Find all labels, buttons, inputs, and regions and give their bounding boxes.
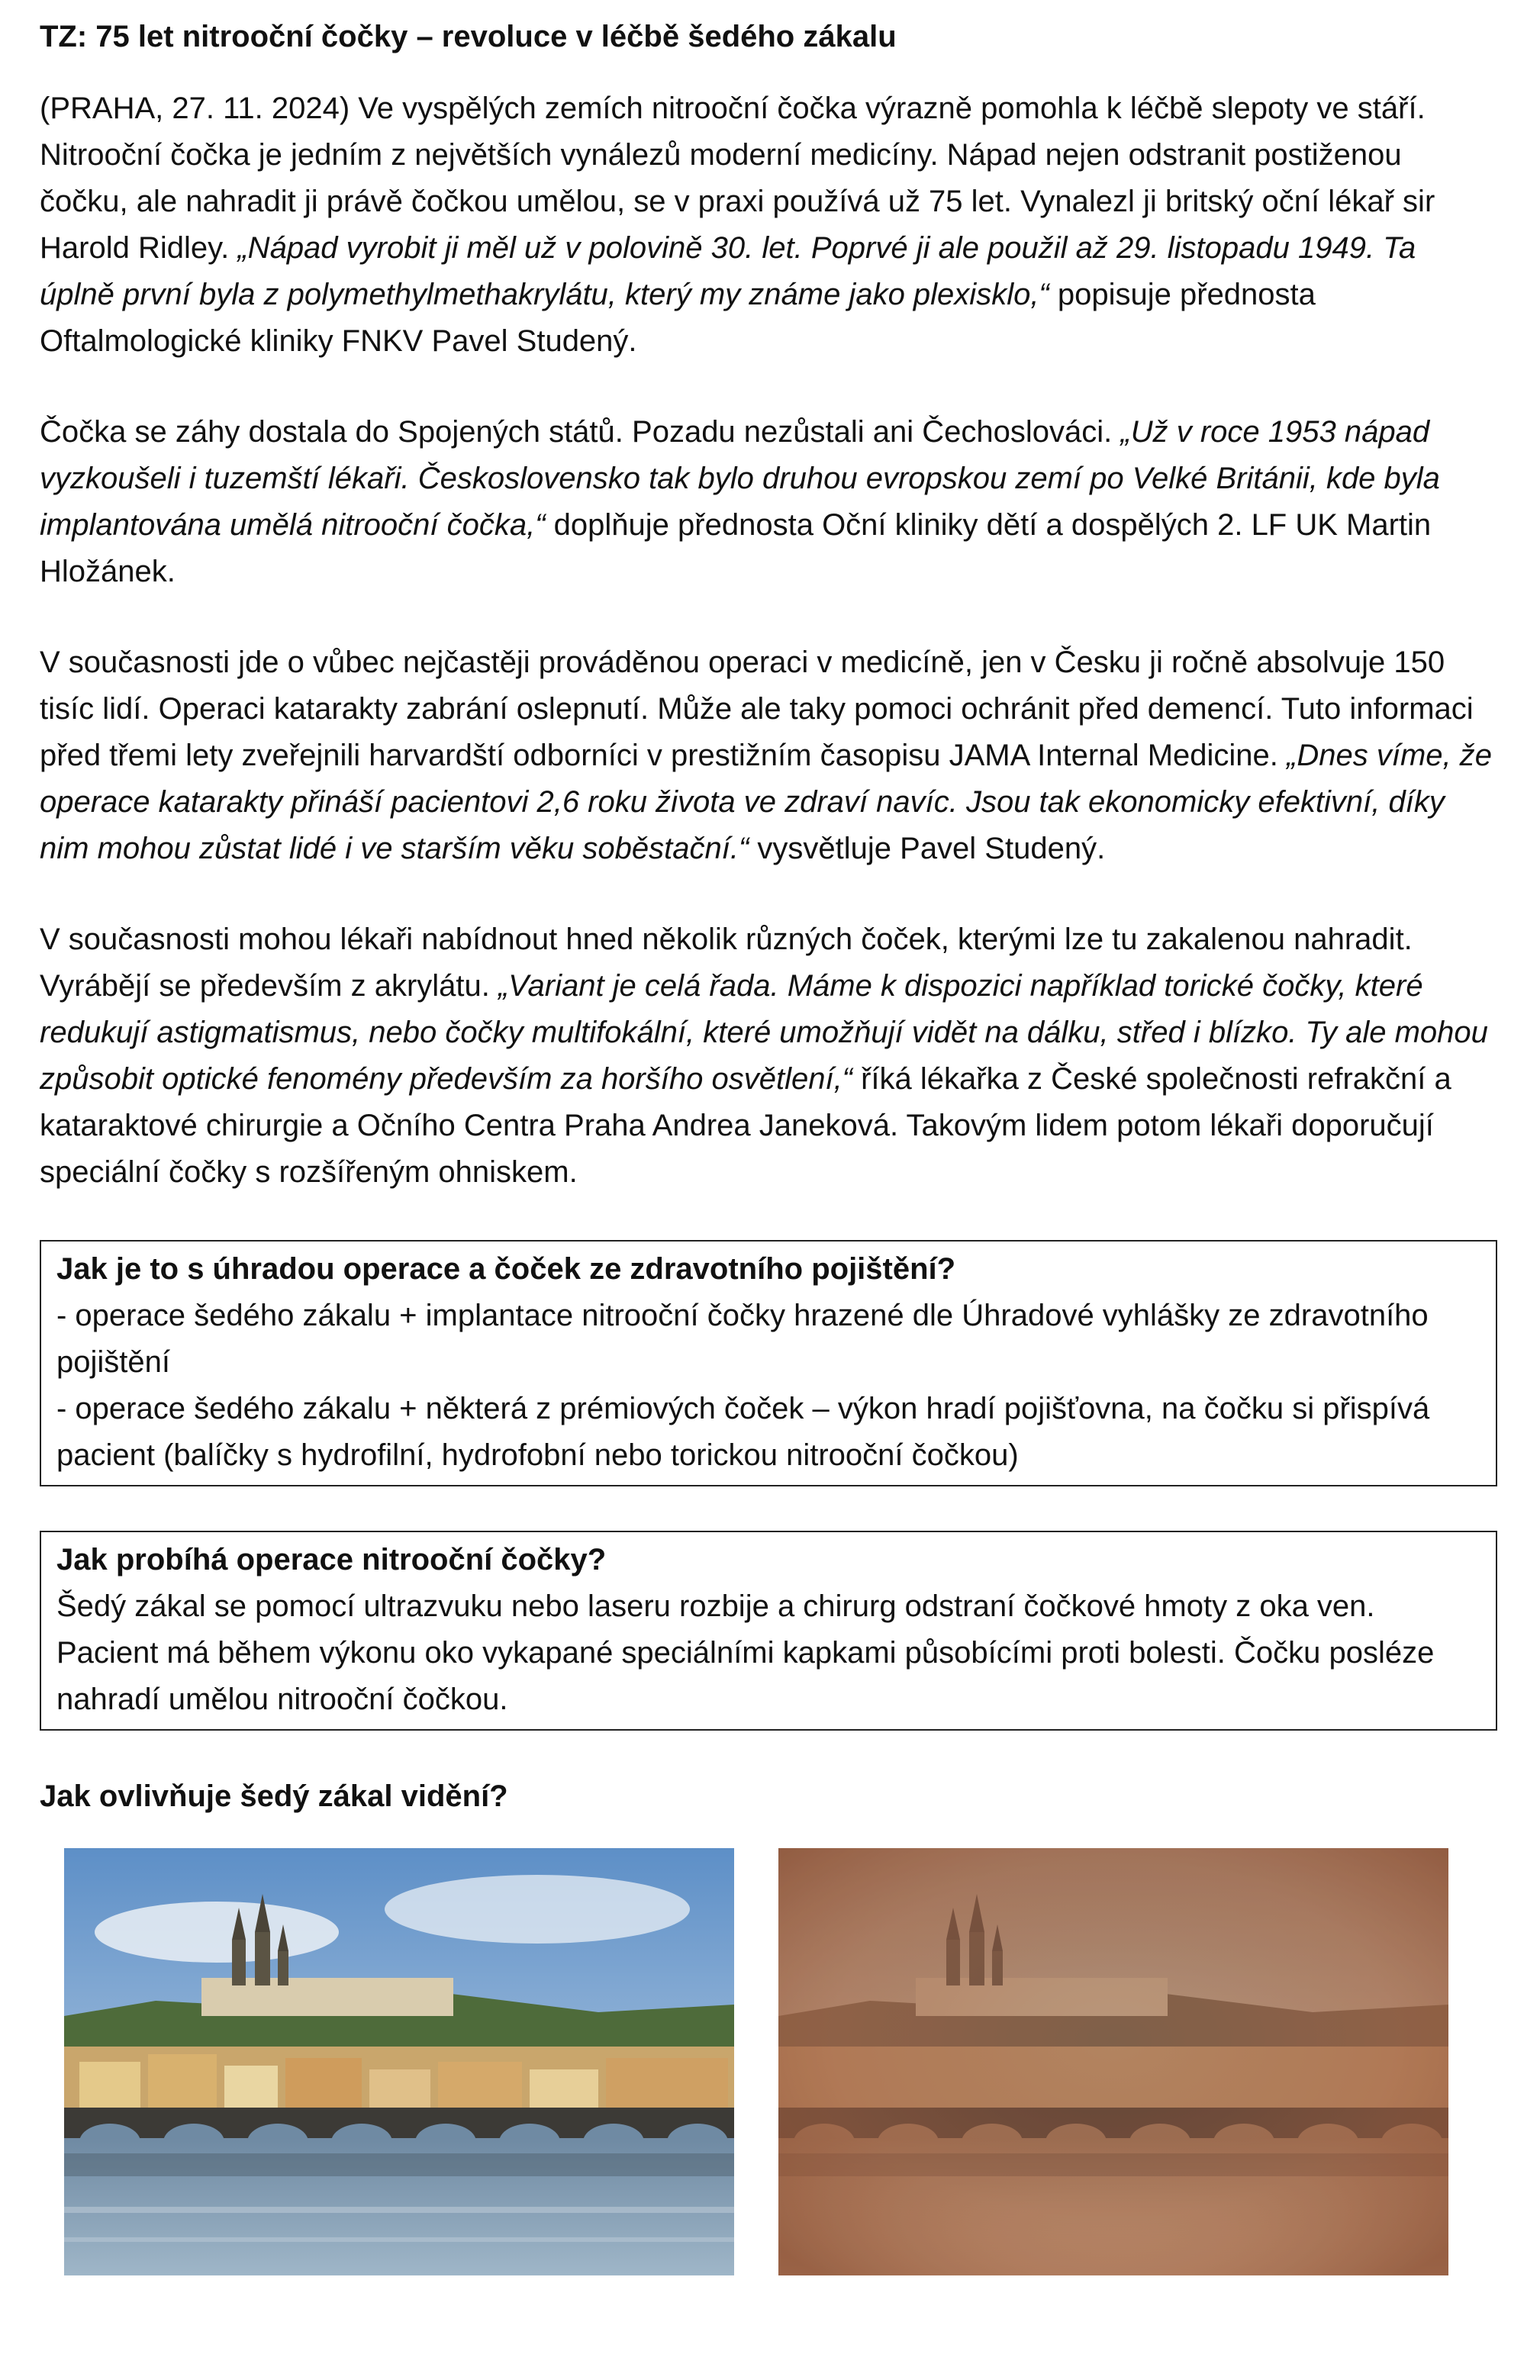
paragraph-4-text: V současnosti mohou lékaři nabídnout hned několik různých čoček, kterými lze tu zakalenou nahradit. Vyrábějí se především z akrylátu. [40, 923, 1413, 1003]
vision-section-heading: Jak ovlivňuje šedý zákal vidění? [40, 1779, 508, 1813]
cataract-vision-photo [778, 1848, 1448, 2275]
paragraph-2-attribution: doplňuje přednosta Oční kliniky dětí a dospělých 2. LF UK Martin Hložánek. [40, 508, 1432, 588]
insurance-box-line-2: - operace šedého zákalu + některá z prémiových čoček – výkon hradí pojišťovna, na čočku si přispívá pacient (balíčky s hydrofilní, hydrofobní nebo torickou nitrooční čočkou) [56, 1392, 1430, 1472]
paragraph-4-attribution: říká lékařka z České společnosti refrakční a kataraktové chirurgie a Očního Centra Praha Andrea Janeková. Takovým lidem potom lékaři doporučují speciální čočky s rozšířeným ohniskem. [40, 1062, 1451, 1189]
paragraph-1-text: (PRAHA, 27. 11. 2024) Ve vyspělých zemích nitrooční čočka výrazně pomohla k léčbě slepoty ve stáří. Nitrooční čočka je jedním z největších vynálezů moderní medicíny. Nápad nejen odstranit postiženou čočku, ale nahradit ji právě čočkou umělou, se v praxi používá už 75 let. Vynalezl ji britský oční lékař sir Harold Ridley. [40, 92, 1435, 265]
prague-castle-clear-image [64, 1848, 734, 2275]
paragraph-3 [40, 639, 1497, 872]
paragraph-1 [40, 85, 1497, 365]
prague-castle-cataract-image [778, 1848, 1448, 2275]
insurance-box-title: Jak je to s úhradou operace a čoček ze zdravotního pojištění? [56, 1252, 956, 1286]
paragraph-2-text: Čočka se záhy dostala do Spojených států. Pozadu nezůstali ani Čechoslováci. [40, 415, 1121, 449]
paragraph-2-quote: „Už v roce 1953 nápad vyzkoušeli i tuzemští lékaři. Československo tak bylo druhou evropskou zemí po Velké Británii, kde byla implantována umělá nitrooční čočka,“ [40, 415, 1440, 542]
insurance-box-line-1: - operace šedého zákalu + implantace nitrooční čočky hrazené dle Úhradové vyhlášky ze zdravotního pojištění [56, 1299, 1429, 1379]
paragraph-1-quote: „Nápad vyrobit ji měl už v polovině 30. let. Poprvé ji ale použil až 29. listopadu 1949. Ta úplně první byla z polymethylmethakrylátu, který my známe jako plexisklo,“ [40, 231, 1416, 311]
surgery-box-text: Šedý zákal se pomocí ultrazvuku nebo laseru rozbije a chirurg odstraní čočkové hmoty z oka ven. Pacient má během výkonu oko vykapané speciálními kapkami působícími proti bolesti. Čočku posléze nahradí umělou nitrooční čočkou. [56, 1589, 1435, 1716]
insurance-info-box [40, 1240, 1497, 1486]
paragraph-4-quote: „Variant je celá řada. Máme k dispozici například torické čočky, které redukují astigmatismus, nebo čočky multifokální, které umožňují vidět na dálku, střed i blízko. Ty ale mohou způsobit optické fenomény především za horšího osvětlení,“ [40, 969, 1488, 1096]
paragraph-3-attribution: vysvětluje Pavel Studený. [749, 832, 1106, 865]
clear-vision-photo [64, 1848, 734, 2275]
paragraph-3-text: V současnosti jde o vůbec nejčastěji prováděnou operaci v medicíně, jen v Česku ji ročně absolvuje 150 tisíc lidí. Operaci katarakty zabrání oslepnutí. Může ale taky pomoci ochránit před demencí. Tuto informaci před třemi lety zveřejnili harvardští odborníci v prestižním časopisu JAMA Internal Medicine. [40, 646, 1474, 772]
paragraph-2 [40, 409, 1497, 595]
comparison-images [40, 1848, 1497, 2275]
document-title: TZ: 75 let nitrooční čočky – revoluce v léčbě šedého zákalu [40, 20, 897, 53]
surgery-box-title: Jak probíhá operace nitrooční čočky? [56, 1543, 607, 1576]
surgery-info-box [40, 1531, 1497, 1731]
paragraph-4 [40, 916, 1497, 1196]
press-release [40, 15, 1497, 2275]
paragraph-1-attribution: popisuje přednosta Oftalmologické kliniky FNKV Pavel Studený. [40, 278, 1316, 358]
paragraph-3-quote: „Dnes víme, že operace katarakty přináší pacientovi 2,6 roku života ve zdraví navíc. Jsou tak ekonomicky efektivní, díky nim mohou zůstat lidé i ve starším věku soběstační.“ [40, 739, 1492, 865]
